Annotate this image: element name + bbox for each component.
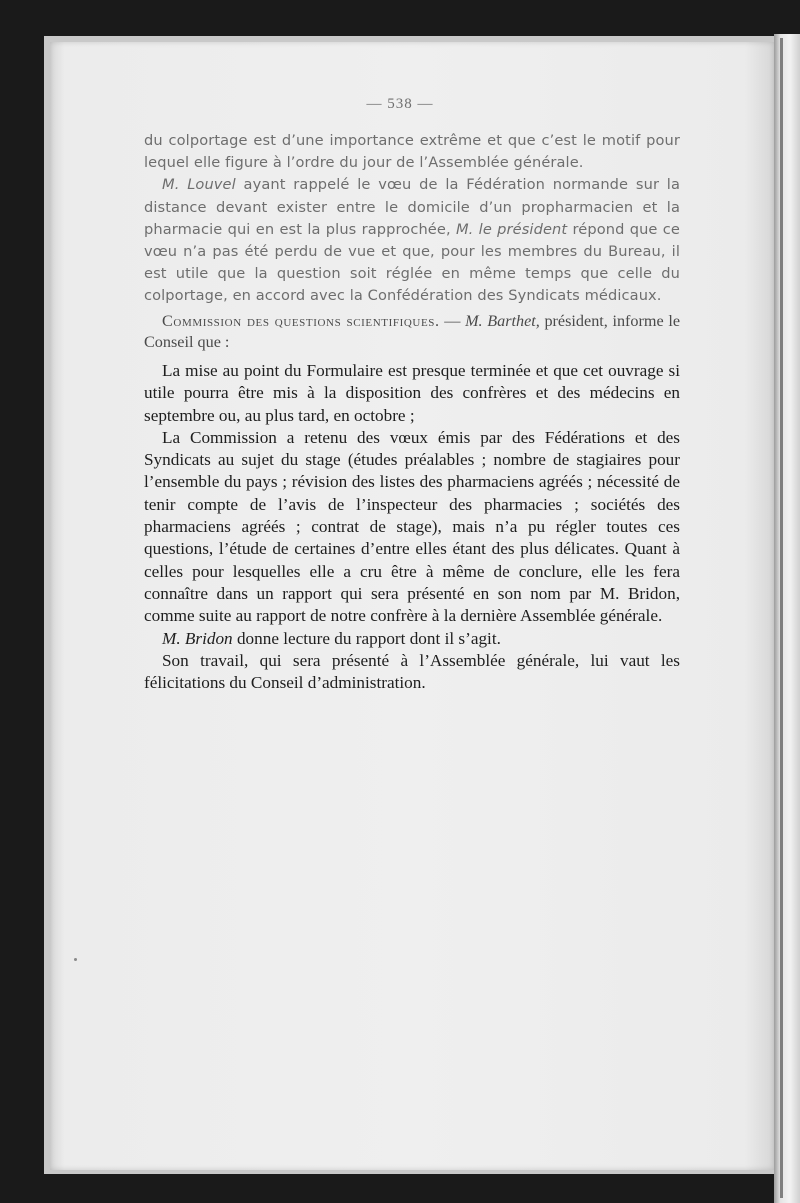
faded-paragraph: du colportage est d’une importance extrême et que c’est le motif pour lequel elle figure à l’ordre du jour de l’Assemblée générale.: [144, 132, 680, 172]
body-paragraph: [144, 628, 680, 650]
faded-paragraph: [144, 174, 680, 307]
speaker-name: M. Barthet,: [465, 312, 540, 330]
body-paragraph: La Commission a retenu des vœux émis par des Fédérations et des Syndicats au sujet du stage (études préalables ; nombre de stagiaires pour l’ensemble du pays ; révision des listes des pharmaciens agréés ; nécessité de tenir compte de l’avis de l’inspecteur des pharmacies ; sociétés des pharmaciens agréés ; contrat de stage), mais n’a pu régler toutes ces questions, l’étude de certaines d’entre elles étant des plus délicates. Quant à celles pour lesquelles elle a cru être à même de conclure, elle les fera connaître dans un rapport qui sera présenté en son nom par M. Bridon, comme suite au rapport de notre confrère à la dernière Assemblée générale.: [144, 427, 680, 626]
commission-section: [144, 311, 680, 353]
paragraph-text: président, informe le Conseil que :: [144, 312, 680, 351]
body-paragraph: La mise au point du Formulaire est presque terminée et que cet ouvrage si utile pourra être mis à la disposition des confrères et des médecins en septembre ou, au plus tard, en octobre ;: [144, 361, 680, 425]
binding-line: [780, 38, 783, 1198]
next-page-edge: [774, 34, 800, 1203]
page-number: — 538 —: [366, 96, 434, 112]
speaker-name: M. Bridon: [162, 628, 233, 648]
faded-text-block: [144, 130, 680, 308]
paragraph-text: répond que ce vœu n’a pas été perdu de vue et que, pour les membres du Bureau, il est utile que la question soit réglée en même temps que celle du colportage, en accord avec la Confédération des Syndicats médicaux.: [144, 220, 680, 305]
commission-intro: [144, 311, 680, 353]
speaker-name: M. Louvel: [162, 176, 236, 194]
dash: —: [439, 312, 466, 330]
paragraph-text: donne lecture du rapport dont il s’agit.: [232, 628, 501, 648]
paragraph-text: ayant rappelé le vœu de la Fédération normande sur la distance devant exister entre le domicile d’un propharmacien et la pharmacie qui en est la plus rapprochée,: [144, 176, 680, 238]
main-text-block: [144, 360, 680, 694]
body-paragraph: Son travail, qui sera présenté à l’Assemblée générale, lui vaut les félicitations du Conseil d’administration.: [144, 650, 680, 693]
speaker-name: M. le président: [455, 220, 568, 238]
section-heading: Commission des questions scientifiques.: [162, 312, 440, 330]
paper-speck: [74, 958, 77, 961]
